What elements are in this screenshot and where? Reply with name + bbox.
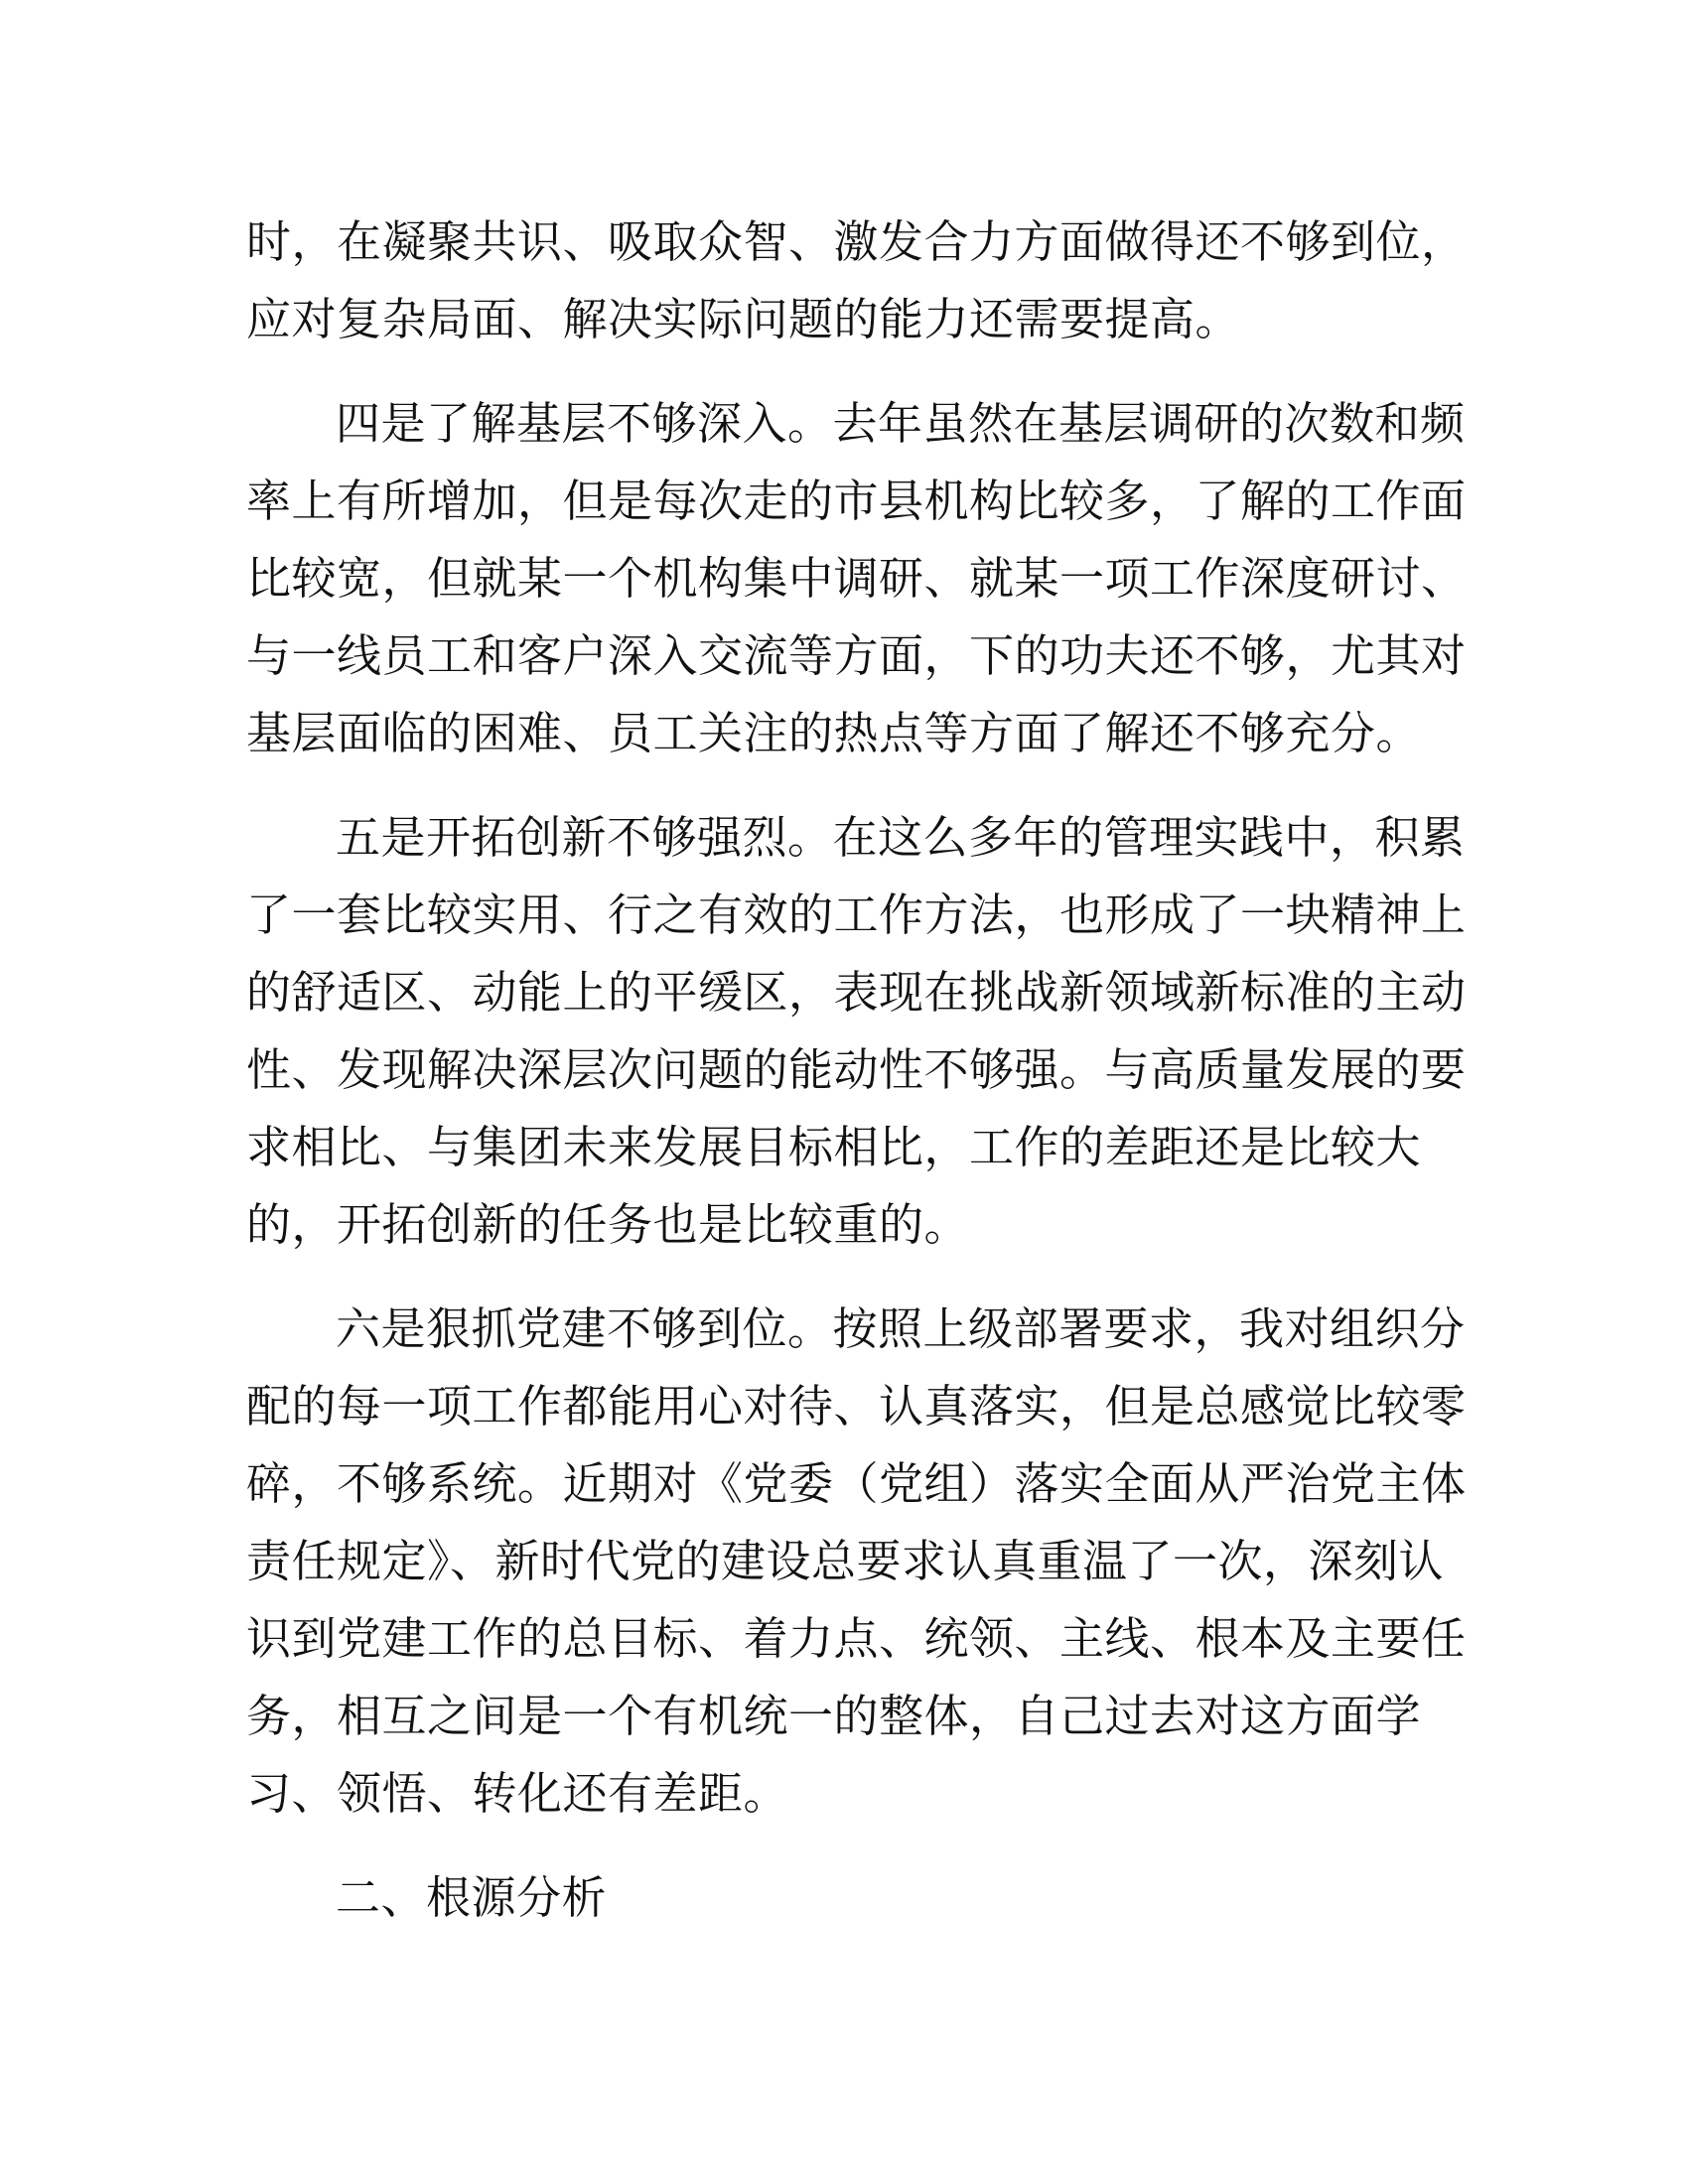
text-line: 责任规定》、新时代党的建设总要求认真重温了一次，深刻认 — [246, 1535, 1445, 1587]
text-line: 应对复杂局面、解决实际问题的能力还需要提高。 — [246, 293, 1241, 345]
text-line: 习、领悟、转化还有差距。 — [246, 1767, 789, 1820]
text-line: 的舒适区、动能上的平缓区，表现在挑战新领域新标准的主动 — [246, 966, 1467, 1019]
text-line: 六是狠抓党建不够到位。按照上级部署要求，我对组织分 — [336, 1302, 1466, 1355]
text-line: 配的每一项工作都能用心对待、认真落实，但是总感觉比较零 — [246, 1380, 1467, 1433]
text-line: 求相比、与集团未来发展目标相比，工作的差距还是比较大 — [246, 1121, 1422, 1173]
text-line: 了一套比较实用、行之有效的工作方法，也形成了一块精神上 — [246, 888, 1467, 941]
text-line: 性、发现解决深层次问题的能动性不够强。与高质量发展的要 — [246, 1043, 1467, 1096]
text-line: 四是了解基层不够深入。去年虽然在基层调研的次数和频 — [336, 397, 1466, 450]
text-line: 碎，不够系统。近期对《党委（党组）落实全面从严治党主体 — [246, 1457, 1467, 1510]
continuation-paragraph — [246, 204, 1467, 358]
section-heading — [246, 1859, 1438, 1937]
text-line: 时，在凝聚共识、吸取众智、激发合力方面做得还不够到位， — [246, 215, 1467, 268]
paragraph-party-building — [246, 1291, 1467, 1833]
text-line: 识到党建工作的总目标、着力点、统领、主线、根本及主要任 — [246, 1612, 1467, 1665]
text-line: 率上有所增加，但是每次走的市县机构比较多，了解的工作面 — [246, 475, 1467, 527]
text-line: 基层面临的困难、员工关注的热点等方面了解还不够充分。 — [246, 707, 1422, 759]
section-heading-text: 二、根源分析 — [336, 1871, 608, 1924]
paragraph-innovation — [246, 799, 1467, 1264]
text-line: 与一线员工和客户深入交流等方面，下的功夫还不够，尤其对 — [246, 629, 1467, 682]
text-line: 五是开拓创新不够强烈。在这么多年的管理实践中，积累 — [336, 811, 1466, 864]
text-line: 比较宽，但就某一个机构集中调研、就某一项工作深度研讨、 — [246, 552, 1467, 605]
document-body — [246, 204, 1467, 1964]
paragraph-basic-level-understanding — [246, 385, 1467, 772]
text-line: 的，开拓创新的任务也是比较重的。 — [246, 1198, 970, 1251]
text-line: 务，相互之间是一个有机统一的整体，自己过去对这方面学 — [246, 1690, 1422, 1742]
